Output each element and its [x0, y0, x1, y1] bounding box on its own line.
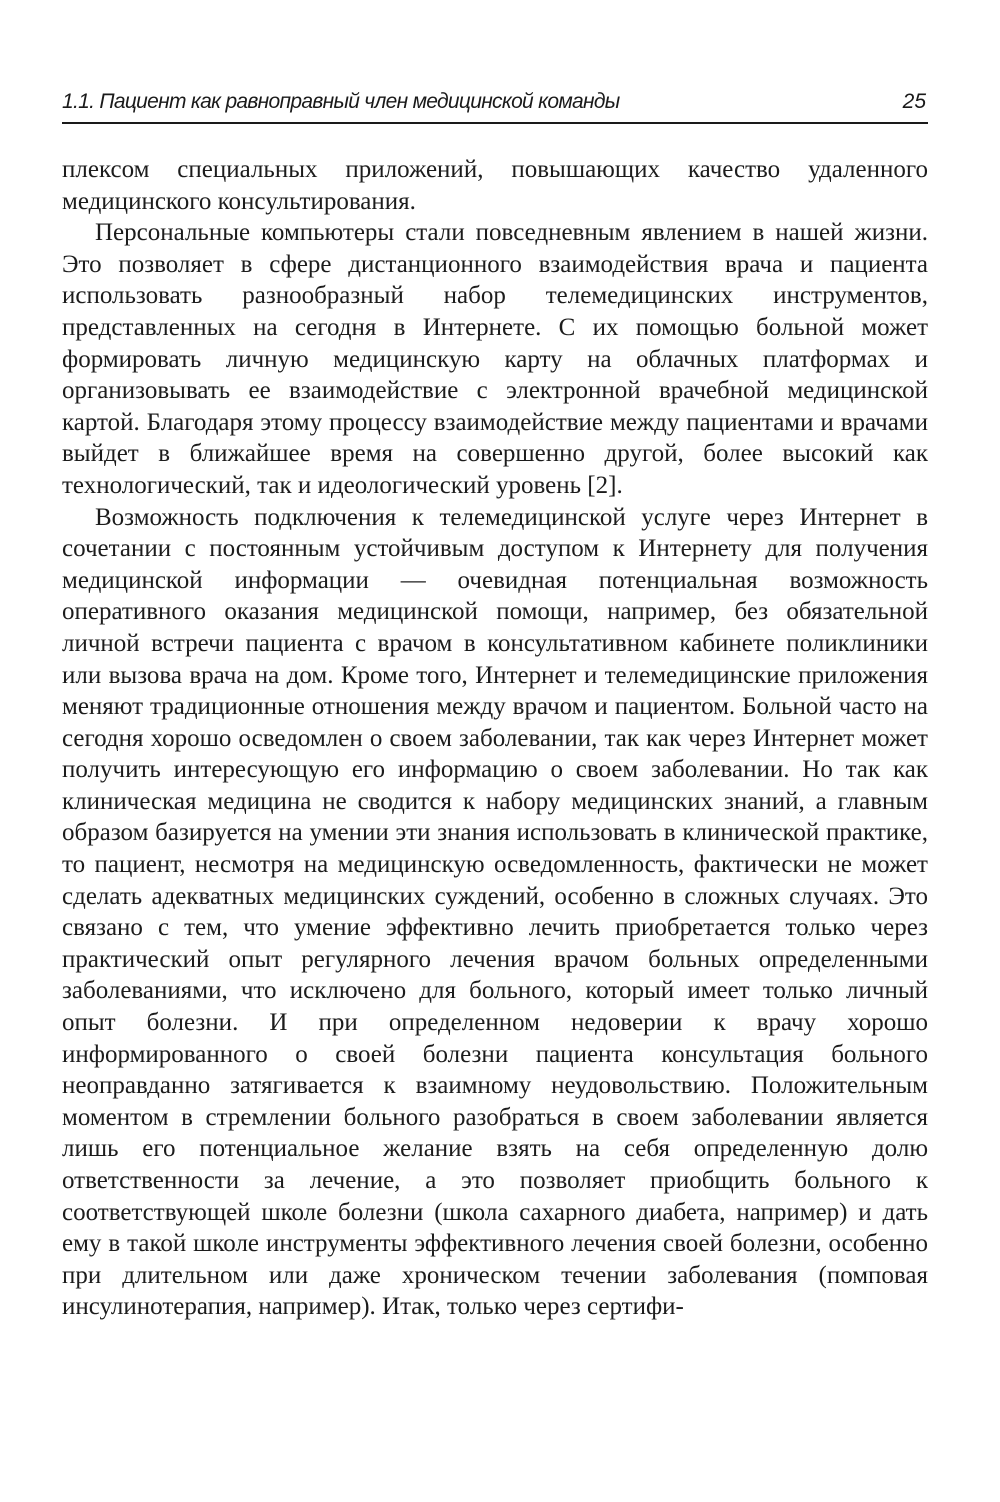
running-header — [62, 86, 928, 124]
running-title: 1.1. Пациент как равноправный член медицинской команды — [62, 90, 620, 113]
page-number: 25 — [902, 90, 926, 113]
paragraph-internet-access: Возможность подключения к телемедицинской услуге через Интернет в сочетании с постоянным устойчивым доступом к Интернету для получения медицинской информации — очевидная потенциальная возможность оперативного оказания медицинской помощи, например, без обязательной личной встречи пациента с врачом в консультативном кабинете поликлиники или вызова врача на дом. Кроме того, Интернет и телемедицинские приложения меняют традиционные отношения между врачом и пациентом. Больной часто на сегодня хорошо осведомлен о своем заболевании, так как через Интернет может получить интересующую его информацию о своем заболевании. Но так как клиническая медицина не сводится к набору медицинских знаний, а главным образом базируется на умении эти знания использовать в клинической практике, то пациент, несмотря на медицинскую осведомленность, фактически не может сделать адекватных медицинских суждений, особенно в сложных случаях. Это связано с тем, что умение эффективно лечить приобретается только через практический опыт регулярного лечения врачом больных определенными заболеваниями, что исключено для больного, который имеет только личный опыт болезни. И при определенном недоверии к врачу хорошо информированного о своей болезни пациента консультация больного неоправданно затягивается к взаимному неудовольствию. Положительным моментом в стремлении больного разобраться в своем заболевании является лишь его потенциальное желание взять на себя определенную долю ответственности за лечение, а это позволяет приобщить больного к соответствующей школе болезни (школа сахарного диабета, например) и дать ему в такой школе инструменты эффективного лечения своей болезни, особенно при длительном или даже хроническом течении заболевания (помповая инсулинотерапия, например). Итак, только через сертифи- — [62, 503, 928, 1321]
paragraph-continuation: плексом специальных приложений, повышающих качество удаленного медицинского консультирования. — [62, 156, 928, 215]
body-text — [62, 154, 928, 1323]
paragraph-personal-computers: Персональные компьютеры стали повседневным явлением в нашей жизни. Это позволяет в сфере дистанционного взаимодействия врача и пациента использовать разнообразный набор телемедицинских инструментов, представленных на сегодня в Интернете. С их помощью больной может формировать личную медицинскую карту на облачных платформах и организовывать ее взаимодействие с электронной врачебной медицинской картой. Благодаря этому процессу взаимодействие между пациентами и врачами выйдет в ближайшее время на совершенно другой, более высокий как технологический, так и идеологический уровень [2]. — [62, 219, 928, 499]
